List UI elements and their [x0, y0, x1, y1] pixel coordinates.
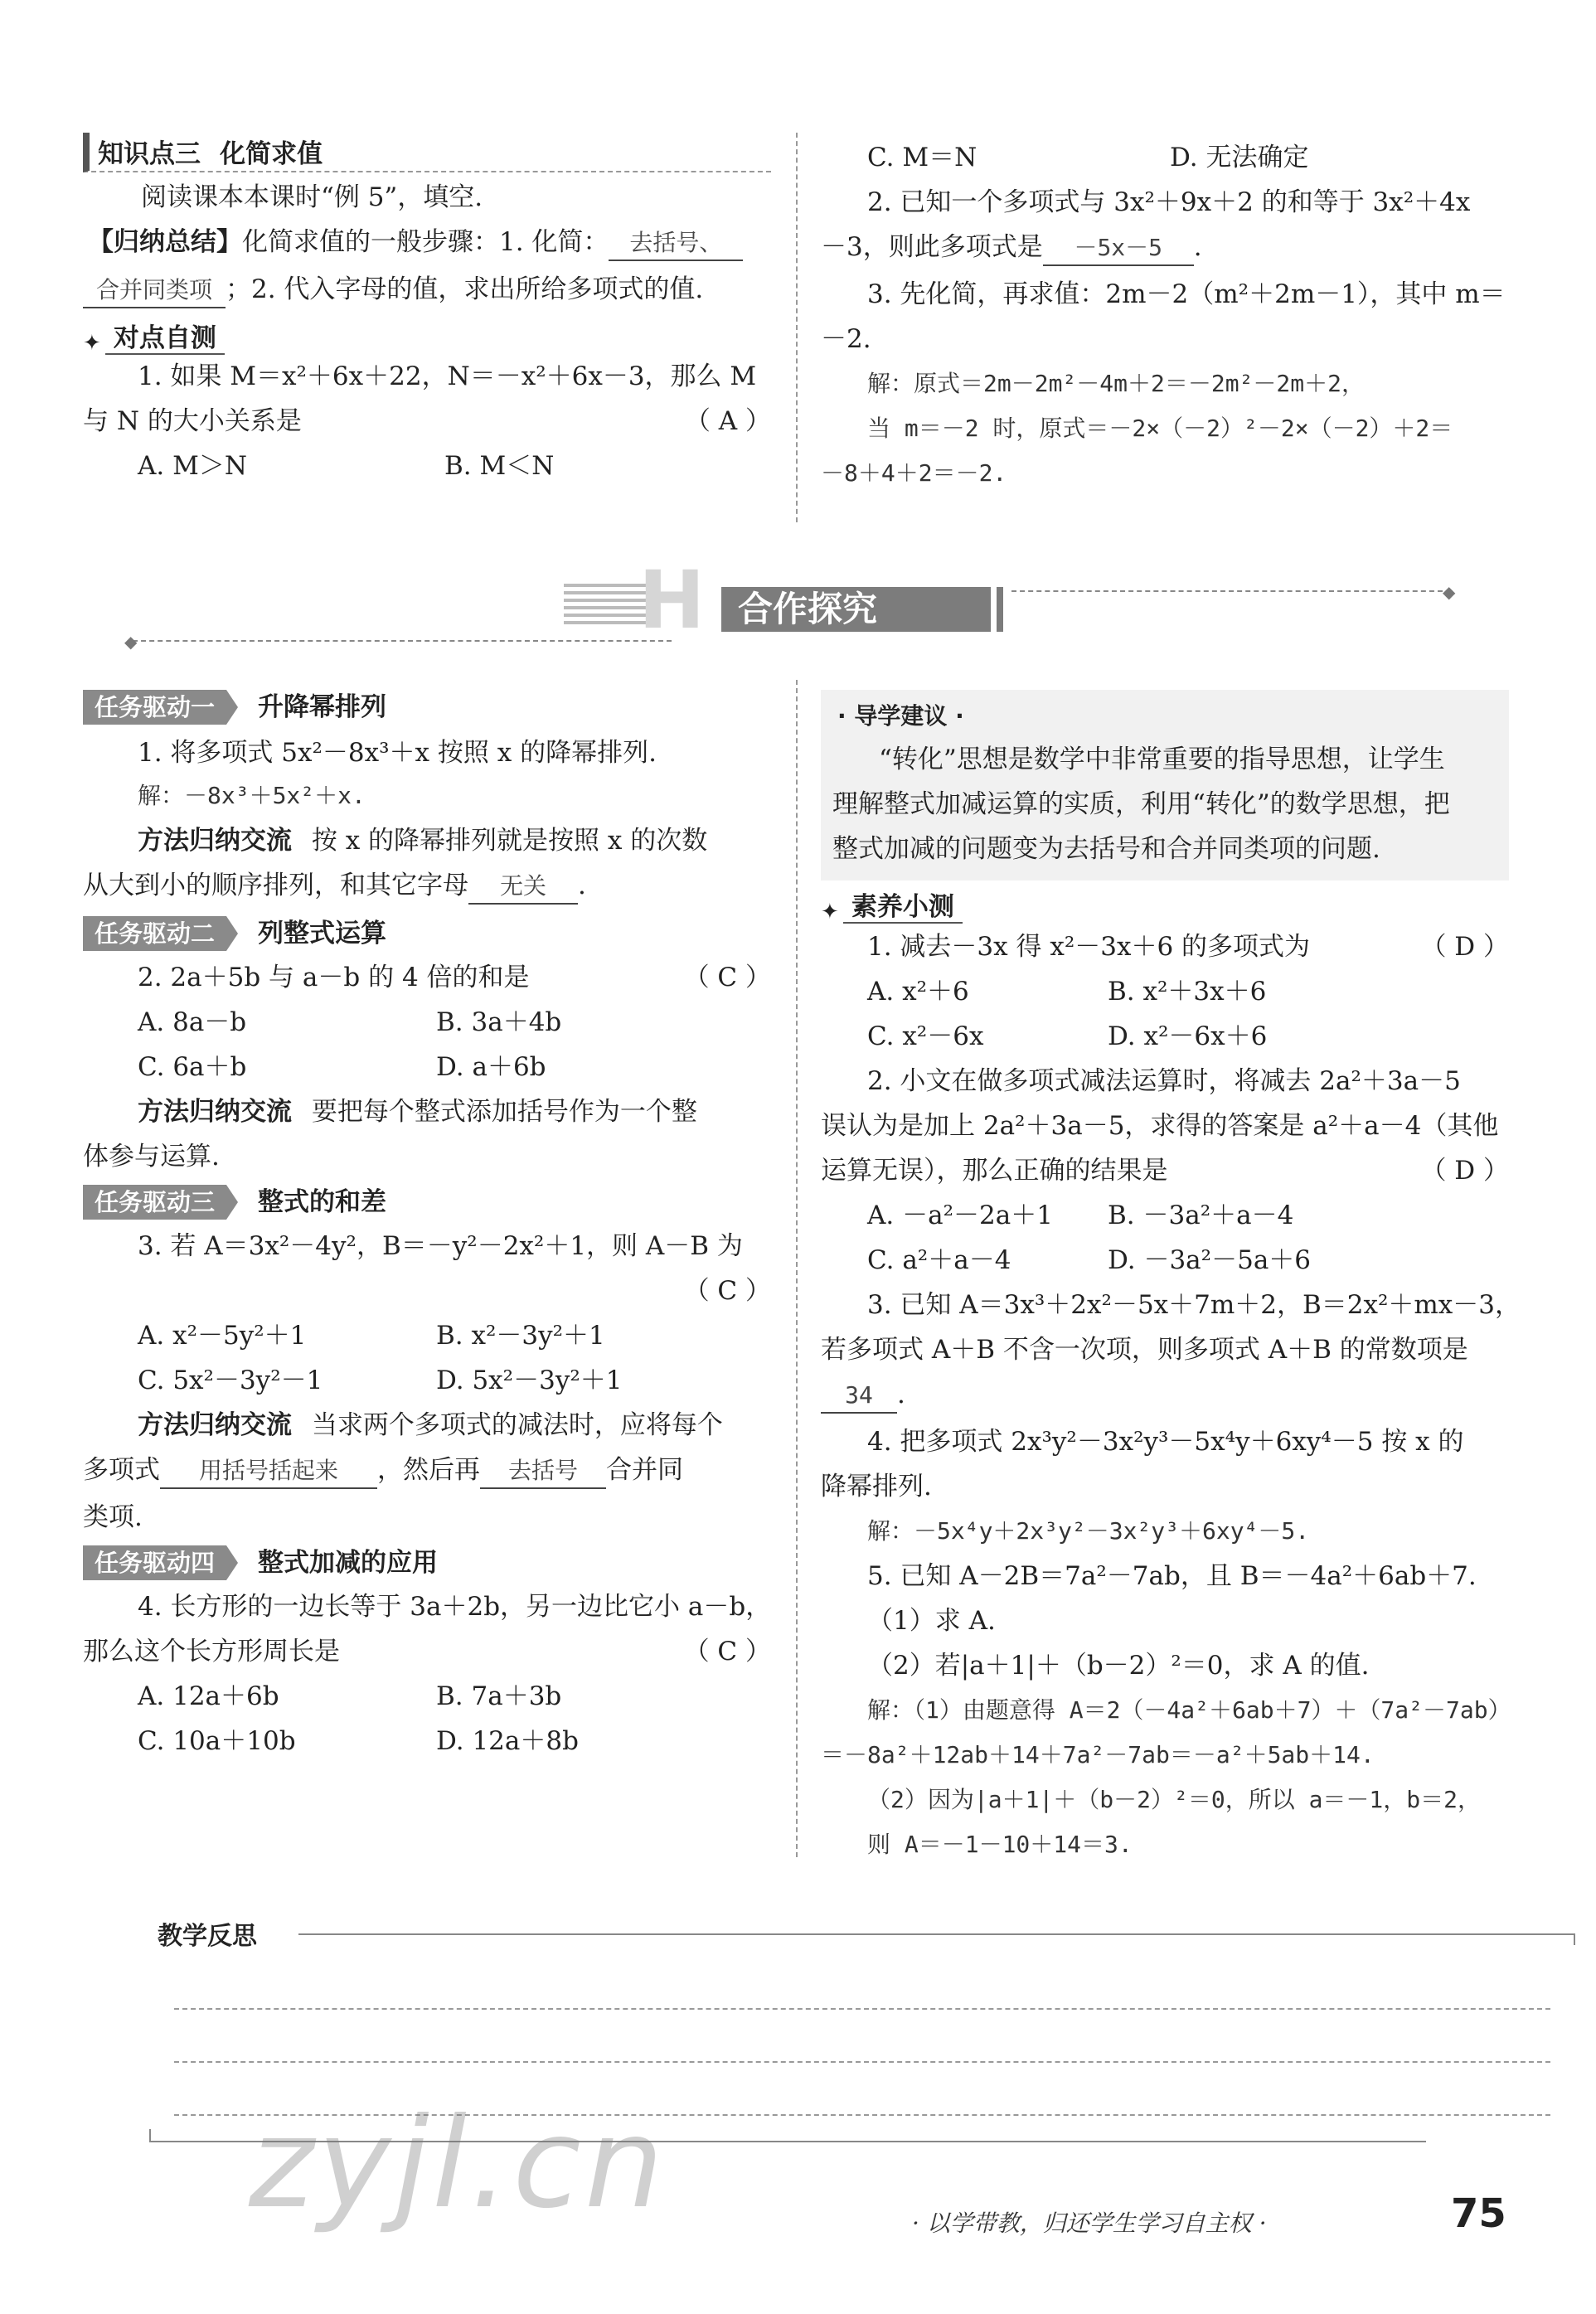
selftest-heading [83, 317, 771, 356]
task-4-question-text: 那么这个长方形周长是 [83, 1637, 340, 1666]
task-2-question-text: 2. 2a＋5b 与 a－b 的 4 倍的和是 [138, 963, 530, 992]
diamond-icon: ✦ [821, 899, 839, 924]
knowledge-label: 知识点三 [98, 139, 201, 169]
task-4-heading [83, 1545, 771, 1580]
q1-options-ab [83, 449, 771, 483]
task-3-method-label: 方法归纳交流 [138, 1410, 292, 1440]
quiz-q1-text: 1. 减去－3x 得 x²－3x＋6 的多项式为 [867, 932, 1311, 962]
banner-letter: H [638, 554, 706, 647]
q1-option-b: B. M＜N [444, 451, 555, 481]
quiz-q2-options-ab [821, 1199, 1509, 1232]
quiz-q3-blank: 34 [821, 1379, 897, 1414]
task-1-method-1 [83, 824, 771, 857]
quiz-q2-line-2: 误认为是加上 2a²＋3a－5，求得的答案是 a²＋a－4（其他 [821, 1111, 1499, 1141]
quiz-q2-option-d: D. －3a²－5a＋6 [1108, 1245, 1312, 1275]
quiz-q3-end: . [897, 1380, 905, 1409]
banner-diamond-left: ◆ [124, 632, 138, 652]
top-right-section [821, 141, 1509, 490]
task-1-method-end: . [578, 871, 586, 900]
q2-end: . [1193, 232, 1202, 262]
quiz-q5-part-1: （1）求 A. [867, 1606, 996, 1636]
watermark: zyjl.cn [249, 2092, 667, 2236]
q1-option-a: A. M＞N [138, 451, 247, 481]
quiz-q1-option-b: B. x²＋3x＋6 [1108, 977, 1267, 1007]
reflection-title: 教学反思 [158, 1922, 257, 1951]
summary-text: 化简求值的一般步骤：1. 化简： [242, 227, 609, 257]
task-2-heading [83, 916, 771, 951]
q1-line-1: 1. 如果 M＝x²＋6x＋22，N＝－x²＋6x－3，那么 M [138, 361, 757, 391]
top-left-section [83, 133, 771, 483]
task-3-method-2 [83, 1453, 771, 1489]
q1-answer: （ A ） [684, 406, 771, 436]
task-2-tag: 任务驱动二 [83, 916, 226, 951]
quiz-q2-option-a: A. －a²－2a＋1 [867, 1201, 1053, 1230]
task-1-heading [83, 690, 771, 725]
task-3-arrow-icon [226, 1185, 238, 1220]
quiz-q5-line-1: 5. 已知 A－2B＝7a²－7ab，且 B＝－4a²＋6ab＋7. [867, 1561, 1477, 1591]
diamond-icon: ✦ [83, 330, 101, 356]
quiz-q1-options-ab [821, 975, 1509, 1008]
section-banner [564, 554, 1028, 647]
column-divider-top [796, 133, 798, 522]
knowledge-heading [83, 133, 771, 172]
page-number: 75 [1451, 2190, 1506, 2237]
task-4-answer: （ C ） [683, 1637, 771, 1666]
quiz-q2-text: 运算无误），那么正确的结果是 [821, 1156, 1168, 1186]
task-2-option-a: A. 8a－b [138, 1007, 247, 1037]
task-1-question: 1. 将多项式 5x²－8x³＋x 按照 x 的降幂排列. [138, 738, 657, 768]
q3-solution-2: 当 m＝－2 时，原式＝－2×（－2）²－2×（－2）＋2＝ [867, 415, 1453, 442]
q3-solution-1: 解：原式＝2m－2m²－4m＋2＝－2m²－2m＋2， [867, 370, 1366, 397]
task-2-arrow-icon [226, 916, 238, 951]
task-3-answer: （ C ） [683, 1276, 771, 1306]
quiz-q5-solution-1: 解：（1）由题意得 A＝2（－4a²＋6ab＋7）＋（7a²－7ab） [867, 1696, 1511, 1724]
quiz-q3-line-3 [821, 1378, 1509, 1414]
task-3-method-3: 类项. [83, 1502, 143, 1532]
quiz-q5-part-2: （2）若|a＋1|＋（b－2）²＝0，求 A 的值. [867, 1651, 1370, 1681]
banner-rule-right [1011, 590, 1443, 592]
quiz-q4-line-1: 4. 把多项式 2x³y²－3x²y³－5x⁴y＋6xy⁴－5 按 x 的 [867, 1427, 1464, 1457]
quiz-q1-option-a: A. x²＋6 [867, 977, 969, 1007]
tasks-section [83, 690, 771, 1758]
task-3-option-a: A. x²－5y²＋1 [138, 1321, 307, 1351]
q1-text: 与 N 的大小关系是 [83, 406, 302, 436]
quiz-q3-line-1: 3. 已知 A＝3x³＋2x²－5x＋7m＋2，B＝2x²＋mx－3， [867, 1290, 1521, 1320]
task-4-question-1: 4. 长方形的一边长等于 3a＋2b，另一边比它小 a－b， [138, 1592, 772, 1622]
q2-text: －3，则此多项式是 [821, 232, 1043, 262]
task-2-method-2: 体参与运算. [83, 1142, 220, 1172]
q1-option-d: D. 无法确定 [1170, 143, 1309, 172]
task-1-arrow-icon [226, 690, 238, 725]
q1-option-c: C. M＝N [867, 143, 977, 172]
task-2-question [83, 961, 771, 994]
q1-options-cd [821, 141, 1509, 174]
quiz-q1-option-c: C. x²－6x [867, 1021, 984, 1051]
quiz-q2-option-c: C. a²＋a－4 [867, 1245, 1011, 1275]
task-4-options-ab [83, 1680, 771, 1713]
task-1-solution: 解：－8x³＋5x²＋x. [138, 782, 366, 809]
task-2-options-cd [83, 1050, 771, 1084]
guide-line-3: 整式加减的问题变为去括号和合并同类项的问题. [832, 834, 1380, 864]
quiz-q1 [821, 930, 1509, 963]
quiz-q2-options-cd [821, 1244, 1509, 1277]
reflection-left-tick [149, 2129, 151, 2141]
quiz-q1-options-cd [821, 1020, 1509, 1053]
task-3-method-post: 合并同 [606, 1455, 683, 1485]
q2-blank: －5x－5 [1043, 231, 1194, 266]
task-1-title: 升降幂排列 [258, 692, 387, 722]
task-2-method-label: 方法归纳交流 [138, 1097, 292, 1127]
task-2-title: 列整式运算 [258, 919, 387, 948]
task-1-method-text: 按 x 的降幂排列就是按照 x 的次数 [311, 826, 708, 856]
task-4-option-d: D. 12a＋8b [436, 1726, 579, 1756]
quiz-q2-line-3 [821, 1154, 1509, 1187]
task-3-heading [83, 1185, 771, 1220]
guide-box [821, 690, 1509, 880]
task-1-tag: 任务驱动一 [83, 690, 226, 725]
summary-label: 【归纳总结】 [88, 227, 242, 257]
quiz-q5-solution-3: （2）因为|a＋1|＋（b－2）²＝0，所以 a＝－1，b＝2， [867, 1786, 1482, 1813]
summary-line-1 [83, 226, 771, 261]
q1-line-2 [83, 405, 771, 438]
task-3-method-text: 当求两个多项式的减法时，应将每个 [311, 1410, 723, 1440]
quiz-q3-line-2: 若多项式 A＋B 不含一次项，则多项式 A＋B 的常数项是 [821, 1335, 1468, 1365]
task-3-question: 3. 若 A＝3x²－4y²，B＝－y²－2x²＋1，则 A－B 为 [138, 1231, 743, 1261]
q3-line-2: －2. [821, 324, 871, 354]
summary-blank-1: 去括号、 [609, 226, 743, 261]
task-3-option-d: D. 5x²－3y²＋1 [436, 1366, 623, 1395]
quiz-q5-solution-4: 则 A＝－1－10＋14＝3. [867, 1831, 1133, 1858]
task-2-option-c: C. 6a＋b [138, 1052, 247, 1082]
banner-title: 合作探究 [738, 589, 878, 629]
selftest-title: 对点自测 [105, 323, 225, 355]
reflection-top-rule [298, 1933, 1575, 1935]
quiz-q1-option-d: D. x²－6x＋6 [1108, 1021, 1268, 1051]
guide-line-2: 理解整式加减运算的实质，利用“转化”的数学思想，把 [832, 789, 1450, 819]
task-3-tag: 任务驱动三 [83, 1185, 226, 1220]
column-divider-bottom [796, 680, 798, 1857]
task-1-method-label: 方法归纳交流 [138, 826, 292, 856]
task-4-question-2 [83, 1635, 771, 1668]
task-3-method-1 [83, 1409, 771, 1442]
task-2-method-text: 要把每个整式添加括号作为一个整 [311, 1097, 697, 1127]
task-4-arrow-icon [226, 1545, 238, 1580]
q2-line-2 [821, 230, 1509, 266]
banner-end-bar [997, 587, 1003, 632]
task-3-options-cd [83, 1364, 771, 1397]
quiz-q2-answer: （ D ） [1420, 1156, 1509, 1186]
task-4-title: 整式加减的应用 [258, 1548, 439, 1578]
task-3-option-c: C. 5x²－3y²－1 [138, 1366, 323, 1395]
task-4-tag: 任务驱动四 [83, 1545, 226, 1580]
task-2-option-b: B. 3a＋4b [436, 1007, 562, 1037]
reflection-line-1 [174, 2008, 1550, 2010]
task-2-answer: （ C ） [683, 963, 771, 992]
footer-motto: · 以学带教，归还学生学习自主权 · [912, 2210, 1267, 2237]
summary-line-2 [83, 273, 771, 308]
reflection-right-tick [1574, 1933, 1575, 1945]
read-instruction: 阅读课本本课时“例 5”，填空. [141, 182, 483, 212]
q2-line-1: 2. 已知一个多项式与 3x²＋9x＋2 的和等于 3x²＋4x [867, 187, 1471, 217]
task-3-options-ab [83, 1319, 771, 1352]
guide-line-1: “转化”思想是数学中非常重要的指导思想，让学生 [879, 745, 1445, 774]
task-1-method-blank: 无关 [468, 870, 578, 905]
summary-blank-2: 合并同类项 [83, 274, 226, 308]
quiz-q4-line-2: 降幂排列. [821, 1472, 932, 1501]
task-3-method-pre: 多项式 [83, 1455, 160, 1485]
quiz-q4-solution: 解：－5x⁴y＋2x³y²－3x²y³＋6xy⁴－5. [867, 1517, 1310, 1545]
task-4-option-b: B. 7a＋3b [436, 1681, 562, 1711]
task-3-method-blank-1: 用括号括起来 [160, 1454, 377, 1489]
knowledge-title: 化简求值 [220, 139, 323, 169]
quiz-q2-line-1: 2. 小文在做多项式减法运算时，将减去 2a²＋3a－5 [867, 1066, 1461, 1096]
task-3-method-mid: ，然后再 [377, 1455, 480, 1485]
task-3-title: 整式的和差 [258, 1187, 387, 1217]
summary-text-2: ；2. 代入字母的值，求出所给多项式的值. [226, 274, 704, 304]
task-2-option-d: D. a＋6b [436, 1052, 546, 1082]
task-4-option-a: A. 12a＋6b [138, 1681, 279, 1711]
q3-line-1: 3. 先化简，再求值：2m－2（m²＋2m－1），其中 m＝ [867, 279, 1506, 309]
task-1-method-text-2: 从大到小的顺序排列，和其它字母 [83, 871, 468, 900]
quiz-q5-solution-2: ＝－8a²＋12ab＋14＋7a²－7ab＝－a²＋5ab＋14. [821, 1741, 1375, 1768]
task-2-method-1 [83, 1095, 771, 1128]
reflection-line-2 [174, 2061, 1550, 2063]
q3-solution-3: －8＋4＋2＝－2. [821, 459, 1007, 487]
task-3-method-blank-2: 去括号 [480, 1454, 606, 1489]
task-4-option-c: C. 10a＋10b [138, 1726, 296, 1756]
quiz-q1-answer: （ D ） [1420, 932, 1509, 962]
guide-title: · 导学建议 · [837, 702, 964, 730]
quiz-title: 素养小测 [843, 892, 963, 924]
quiz-section [821, 885, 1521, 1861]
task-3-option-b: B. x²－3y²＋1 [436, 1321, 605, 1351]
task-4-options-cd [83, 1725, 771, 1758]
banner-diamond-right: ◆ [1443, 582, 1456, 602]
quiz-heading [821, 885, 1509, 924]
task-1-method-2 [83, 869, 771, 905]
quiz-q2-option-b: B. －3a²＋a－4 [1108, 1201, 1294, 1230]
task-2-options-ab [83, 1006, 771, 1039]
